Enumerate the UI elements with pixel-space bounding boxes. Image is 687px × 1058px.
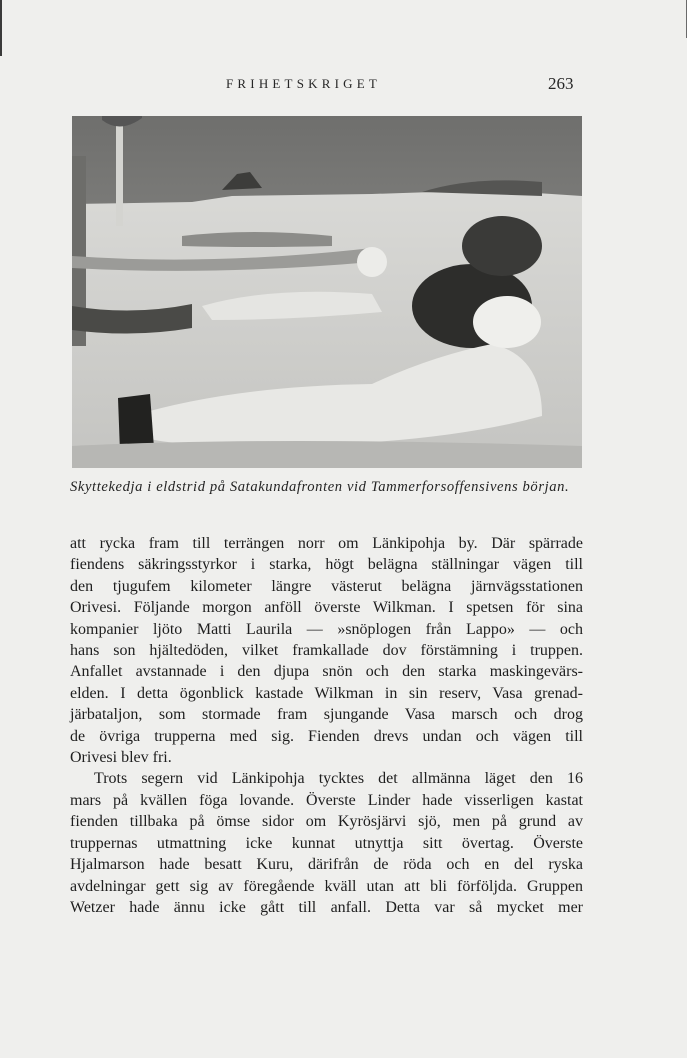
text-line: truppernas utmattning icke kunnat utnyttja sitt övertag. Överste <box>70 834 583 852</box>
text-line: fienden tillbaka på ömse sidor om Kyrösjärvi sjö, men på grund av <box>70 813 583 831</box>
foreground-snow <box>72 441 582 468</box>
text-line: Orivesi. Följande morgon anföll överste Wilkman. I spetsen för sina <box>70 599 583 617</box>
text-line: hans son hjältedöden, vilket framkallade dov förstämning i truppen. <box>70 642 583 660</box>
birch-trunk <box>116 116 123 226</box>
text-line: Orivesi blev fri. <box>70 749 172 767</box>
page-number: 263 <box>548 74 574 93</box>
winter-battle-photograph <box>72 116 582 468</box>
text-line: Wetzer hade ännu icke gått till anfall. Detta var så mycket mer <box>70 898 583 916</box>
rifle-line <box>182 232 332 247</box>
text-line: kompanier ljöto Matti Laurila — »snöplogen från Lappo» — och <box>70 620 583 638</box>
spruce-bush-upper <box>462 216 542 276</box>
text-line: att rycka fram till terrängen norr om Länkipohja by. Där spärrade <box>70 535 583 552</box>
soldier-hood-mid <box>357 247 387 277</box>
text-line: järbataljon, som stormade fram sjungande Vasa marsch och drog <box>70 706 583 724</box>
text-line: elden. I detta ögonblick kastade Wilkman in sin reserv, Vasa grenad- <box>70 684 583 702</box>
text-line: Hjalmarson hade besatt Kuru, därifrån de röda och en del ryska <box>70 856 583 874</box>
text-line: avdelningar gett sig av föregående kväll utan att bli förföljda. Gruppen <box>70 877 583 895</box>
text-line: Anfallet avstannade i den djupa snön och den starka maskingevärs- <box>70 663 583 681</box>
text-line: Trots segern vid Länkipohja tycktes det allmänna läget den 16 <box>94 770 583 788</box>
text-line: den tjugufem kilometer längre västerut belägna järnvägsstationen <box>70 577 583 595</box>
running-title: FRIHETSKRIGET <box>226 76 381 91</box>
scan-edge-mark <box>0 0 2 56</box>
body-text <box>70 533 583 918</box>
text-line: mars på kvällen föga lovande. Överste Linder hade visserligen kastat <box>70 791 583 809</box>
text-line: de övriga trupperna med sig. Fienden drevs undan och vägen till <box>70 727 583 745</box>
photo-illustration <box>72 116 582 468</box>
text-line: fiendens säkringsstyrkor i starka, högt belägna ställningar vägen till <box>70 556 583 574</box>
photo-caption: Skyttekedja i eldstrid på Satakundafronten vid Tammerforsoffensivens början. <box>70 479 570 495</box>
soldier-hood-foreground <box>473 296 541 348</box>
